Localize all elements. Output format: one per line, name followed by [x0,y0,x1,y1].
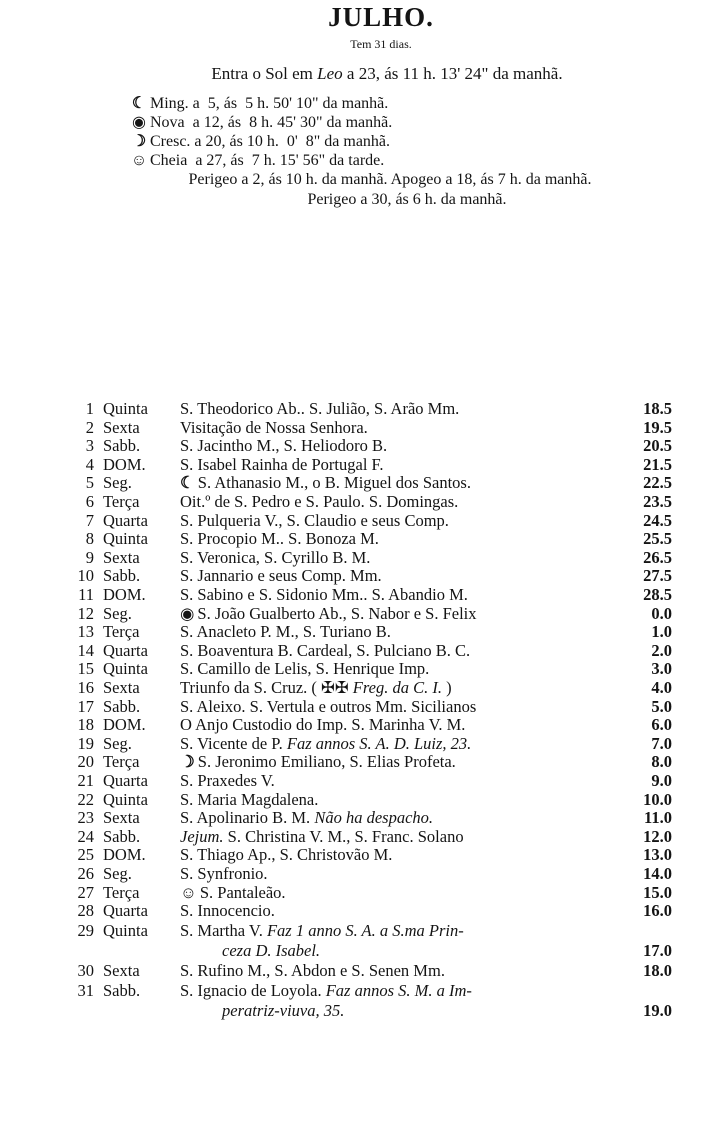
perigee-line: Perigeo a 30, ás 6 h. da manhã. [307,191,507,208]
moon-age-value: 24.5 [643,510,672,530]
saints-text [180,418,368,437]
text-part: S. Pulqueria V., S. Claudio e seus Comp. [180,510,449,530]
continuation-text: peratriz-viuva, 35. [222,1001,345,1021]
text-part: S. Christina V. M., S. Franc. Solano [223,826,464,846]
day-row [0,808,714,827]
day-number: 17 [77,696,94,716]
day-row [0,511,714,530]
text-part: S. Procopio M.. S. Bonoza M. [180,529,379,549]
day-row [0,436,714,455]
day-number: 26 [77,864,94,883]
weekday: Quinta [103,659,148,679]
day-number: 19 [77,733,94,753]
sun-entry-line [30,64,714,84]
text-part: S. Pantaleão. [199,882,286,902]
moon-phase-text: Cresc. a 20, ás 10 h. 0' 8" da manhã. [150,133,391,150]
weekday: Sexta [103,678,140,697]
weekday: DOM. [103,715,146,735]
saints-text [180,771,275,790]
text-part: S. Veronica, S. Cyrillo B. M. [180,547,371,567]
saints-text [180,961,445,980]
saints-text [180,492,458,511]
month-days-count: Tem 31 dias. [350,37,412,51]
moon-age-value: 25.5 [643,529,672,549]
text-part: S. Maria Magdalena. [180,789,319,809]
moon-phase-line [128,113,392,132]
moon-age-value: 9.0 [651,771,672,790]
saints-text [180,715,465,734]
moon-age-value: 11.0 [644,808,672,828]
day-number: 6 [85,492,94,511]
text-part: S. Aleixo. S. Vertula e outros Mm. Sicilianos [180,696,477,716]
saints-text [180,790,318,809]
day-number: 25 [77,845,94,865]
day-number: 8 [85,529,94,549]
weekday: Quarta [103,901,148,921]
saints-text [180,697,476,716]
day-row [0,981,714,1000]
day-row [0,548,714,567]
saints-text [180,511,449,530]
day-row [0,566,714,585]
day-row [0,659,714,678]
moon-age-value: 18.5 [643,399,672,418]
weekday: Sexta [103,808,140,828]
saints-text [180,604,477,623]
moon-age-value: 1.0 [651,622,672,642]
weekday: Quinta [103,921,148,941]
text-part: S. Boaventura B. Cardeal, S. Pulciano B. C. [180,640,471,660]
weekday: Sabb. [103,826,141,846]
text-part: S. Apolinario B. M. [180,808,315,828]
weekday: Terça [103,752,140,772]
weekday: Quinta [103,789,148,809]
day-number: 20 [77,752,94,772]
weekday: Quinta [103,399,148,418]
text-part: S. Jannario e seus Comp. Mm. [180,566,382,586]
day-row [0,418,714,437]
text-part: S. Praxedes V. [180,771,275,790]
day-row [0,883,714,902]
saints-text [180,981,472,1000]
month-title: JULHO. [328,2,434,32]
moon-age-value: 2.0 [651,640,672,660]
day-number: 27 [77,882,94,902]
weekday: Seg. [103,864,132,883]
text-part: Oit.º de S. Pedro e S. Paulo. S. Domingas. [180,492,459,511]
moon-age-value: 5.0 [651,696,672,716]
moon-age-value: 10.0 [643,789,672,809]
moon-phase-line [128,132,390,151]
day-row [0,752,714,771]
saints-text [180,734,471,753]
text-part: ) [442,678,452,697]
day-row [0,622,714,641]
saints-text [180,864,268,883]
moon-age-value: 3.0 [651,659,672,679]
moon-age-value: 26.5 [643,547,672,567]
sun-entry-text: Entra o Sol em [211,64,318,83]
day-row [0,864,714,883]
moon-age-value: 18.0 [643,961,672,981]
weekday: Quinta [103,529,148,549]
text-part: S. Thiago Ap., S. Christovão M. [180,845,393,865]
text-part: S. Innocencio. [180,901,275,921]
day-number: 14 [77,640,94,660]
saints-text [180,845,392,864]
weekday: Sabb. [103,696,141,716]
weekday: Sexta [103,961,140,981]
moon-age-value: 14.0 [643,864,672,883]
saints-text [180,566,382,585]
day-row [0,715,714,734]
day-row [0,771,714,790]
text-part: S. Rufino M., S. Abdon e S. Senen Mm. [180,961,445,981]
weekday: DOM. [103,454,146,474]
weekday: Quarta [103,771,148,790]
day-number: 15 [77,659,94,679]
continuation-text: ceza D. Isabel. [222,941,321,961]
day-number: 21 [77,771,94,790]
weekday: Sexta [103,417,140,437]
moon-age-value: 23.5 [643,492,672,511]
day-number: 9 [85,547,94,567]
moon-age-value: 28.5 [643,585,672,604]
text-part: S. Anacleto P. M., S. Turiano B. [180,622,391,642]
italic-note: Jejum. [180,826,224,846]
day-number: 31 [77,981,94,1001]
saints-text [180,901,275,920]
waxing-moon-icon: ☽ [131,133,147,150]
moon-age-value: 21.5 [643,454,672,474]
saints-text [180,529,379,548]
saints-text [180,641,470,660]
sun-entry-time: a 23, ás 11 h. 13' 24" da manhã. [342,64,563,83]
weekday: Sabb. [103,981,141,1001]
text-part: S. Martha V. [180,921,267,941]
weekday: Sabb. [103,566,141,586]
day-number: 10 [77,566,94,586]
moon-age-value: 6.0 [651,715,672,735]
moon-age-value: 19.5 [643,417,672,437]
day-number: 22 [77,789,94,809]
weekday: Seg. [103,733,132,753]
moon-phase-icon: ☽ [180,752,195,772]
saints-text [180,659,429,678]
new-moon-icon: ◉ [132,114,146,131]
day-row [0,961,714,980]
day-row [0,901,714,920]
day-number: 12 [77,603,94,623]
day-number: 2 [85,417,94,437]
day-row [0,529,714,548]
day-row [0,734,714,753]
italic-note: Faz annos S. A. D. Luiz, 23. [286,733,472,753]
weekday: Sabb. [103,436,141,456]
saints-text [180,921,464,940]
day-row [0,641,714,660]
day-row [0,473,714,492]
day-number: 24 [77,826,94,846]
moon-age-value: 17.0 [643,941,672,961]
moon-phase-text: Cheia a 27, ás 7 h. 15' 56" da tarde. [150,152,385,169]
moon-phase-text: Nova a 12, ás 8 h. 45' 30" da manhã. [150,114,393,131]
day-row [0,399,714,418]
text-part: S. Athanasio M., o B. Miguel dos Santos. [197,473,471,493]
day-number: 18 [77,715,94,735]
weekday: Terça [103,492,140,511]
italic-note: Faz annos S. M. a Im- [325,981,472,1001]
day-row [0,827,714,846]
moon-age-value: 15.0 [643,882,672,902]
text-part: Visitação de Nossa Senhora. [180,417,368,437]
moon-phase-icon: ◉ [180,603,195,623]
day-number: 1 [85,399,94,418]
moon-phase-icon: ☾ [180,473,195,493]
text-part: S. Isabel Rainha de Portugal F. [180,454,384,474]
weekday: Seg. [103,603,132,623]
weekday: Quarta [103,510,148,530]
day-number: 5 [85,473,94,493]
day-number: 13 [77,622,94,642]
weekday: Terça [103,622,140,642]
text-part: Triunfo da S. Cruz. ( ✠✠ [180,678,353,697]
day-number: 4 [85,454,94,474]
zodiac-sign: Leo [317,64,343,83]
full-moon-icon: ☺ [130,152,148,169]
text-part: S. Sabino e S. Sidonio Mm.. S. Abandio M. [180,585,468,604]
text-part: S. Camillo de Lelis, S. Henrique Imp. [180,659,430,679]
day-row [0,921,714,940]
saints-text [180,455,384,474]
saints-text [180,548,370,567]
day-row [0,845,714,864]
text-part: S. Vicente de P. [180,733,287,753]
moon-phase-text: Ming. a 5, ás 5 h. 50' 10" da manhã. [150,95,389,112]
moon-age-value: 4.0 [651,678,672,697]
saints-text [180,883,286,902]
day-number: 30 [77,961,94,981]
day-row-continuation [0,941,714,960]
text-part: S. João Gualberto Ab., S. Nabor e S. Felix [197,603,477,623]
day-row [0,492,714,511]
moon-phase-line [128,151,384,170]
perigee-apogee-line: Perigeo a 2, ás 10 h. da manhã. Apogeo a 18, ás 7 h. da manhã. [188,171,592,188]
saints-text [180,473,471,492]
moon-phase-line [128,94,388,113]
day-row [0,455,714,474]
saints-text [180,678,452,697]
italic-note: Freg. da C. I. [352,678,443,697]
moon-age-value: 13.0 [643,845,672,865]
day-number: 16 [77,678,94,697]
day-row-continuation [0,1001,714,1020]
text-part: S. Synfronio. [180,864,268,883]
moon-age-value: 8.0 [651,752,672,772]
day-row [0,790,714,809]
moon-age-value: 22.5 [643,473,672,493]
weekday: Terça [103,882,140,902]
moon-age-value: 19.0 [643,1001,672,1021]
text-part: S. Jacintho M., S. Heliodoro B. [180,436,388,456]
weekday: Seg. [103,473,132,493]
weekday: DOM. [103,845,146,865]
weekday: DOM. [103,585,146,604]
day-row [0,604,714,623]
text-part: S. Theodorico Ab.. S. Julião, S. Arão Mm. [180,399,460,418]
waning-moon-icon: ☾ [131,95,147,112]
saints-text [180,752,456,771]
text-part: S. Jeronimo Emiliano, S. Elias Profeta. [197,752,456,772]
moon-age-value: 20.5 [643,436,672,456]
day-number: 29 [77,921,94,941]
day-number: 23 [77,808,94,828]
day-number: 28 [77,901,94,921]
saints-text [180,585,468,604]
text-part: O Anjo Custodio do Imp. S. Marinha V. M. [180,715,466,735]
weekday: Quarta [103,640,148,660]
italic-note: Não ha despacho. [314,808,434,828]
weekday: Sexta [103,547,140,567]
saints-text [180,622,391,641]
text-part: S. Ignacio de Loyola. [180,981,326,1001]
day-row [0,697,714,716]
saints-text [180,399,459,418]
day-row [0,678,714,697]
italic-note: Faz 1 anno S. A. a S.ma Prin- [266,921,464,941]
moon-age-value: 27.5 [643,566,672,586]
saints-text [180,436,387,455]
saints-text [180,808,433,827]
moon-age-value: 0.0 [651,603,672,623]
day-number: 3 [85,436,94,456]
moon-phase-icon: ☺ [180,882,197,902]
day-number: 11 [78,585,94,604]
moon-age-value: 7.0 [651,733,672,753]
saints-text [180,827,464,846]
day-number: 7 [85,510,94,530]
moon-age-value: 16.0 [643,901,672,921]
day-row [0,585,714,604]
moon-age-value: 12.0 [643,826,672,846]
